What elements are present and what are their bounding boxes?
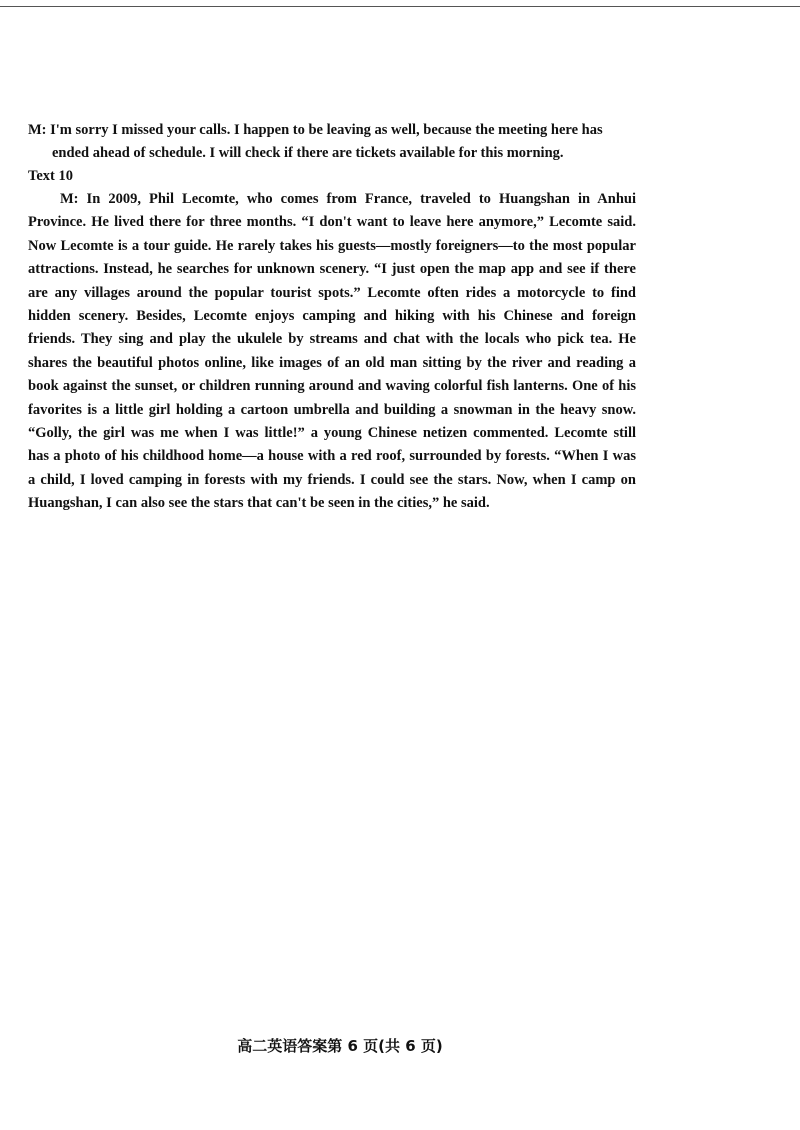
dialogue-line-1: M: I'm sorry I missed your calls. I happen to be leaving as well, because the meeting here has (28, 122, 603, 138)
passage-line: hidden scenery. Besides, Lecomte enjoys camping and hiking with his Chinese and foreign (28, 308, 636, 325)
page-footer: 高二英语答案第 6 页(共 6 页) (237, 1037, 443, 1055)
passage-line: favorites is a little girl holding a cartoon umbrella and building a snowman in the heavy snow. (28, 401, 636, 418)
passage-line: shares the beautiful photos online, like images of an old man sitting by the river and reading a (28, 354, 636, 371)
passage-line: Huangshan, I can also see the stars that can't be seen in the cities,” he said. (28, 495, 490, 512)
passage-line: Province. He lived there for three months. “I don't want to leave here anymore,” Lecomte said. (28, 214, 636, 231)
dialogue-line-2: ended ahead of schedule. I will check if there are tickets available for this morning. (52, 145, 564, 161)
passage-line: has a photo of his childhood home—a house with a red roof, surrounded by forests. “When I was (28, 448, 636, 465)
document-body (28, 119, 636, 516)
passage-text (28, 188, 636, 516)
passage-line: book against the sunset, or children running around and waving colorful fish lanterns. One of his (28, 378, 636, 395)
passage-line: attractions. Instead, he searches for unknown scenery. “I just open the map app and see if there (28, 261, 636, 278)
top-border-line (0, 6, 800, 7)
dialogue-block (28, 119, 636, 165)
passage-line: “Golly, the girl was me when I was little!” a young Chinese netizen commented. Lecomte still (28, 425, 636, 442)
passage-line: are any villages around the popular tourist spots.” Lecomte often rides a motorcycle to find (28, 284, 636, 301)
passage-line: a child, I loved camping in forests with my friends. I could see the stars. Now, when I camp on (28, 471, 636, 488)
passage-line: friends. They sing and play the ukulele by streams and chat with the locals who pick tea. He (28, 331, 636, 348)
passage-line: Now Lecomte is a tour guide. He rarely takes his guests—mostly foreigners—to the most popular (28, 237, 636, 254)
section-title: Text 10 (28, 168, 73, 184)
passage-line: M: In 2009, Phil Lecomte, who comes from France, traveled to Huangshan in Anhui (60, 191, 636, 207)
